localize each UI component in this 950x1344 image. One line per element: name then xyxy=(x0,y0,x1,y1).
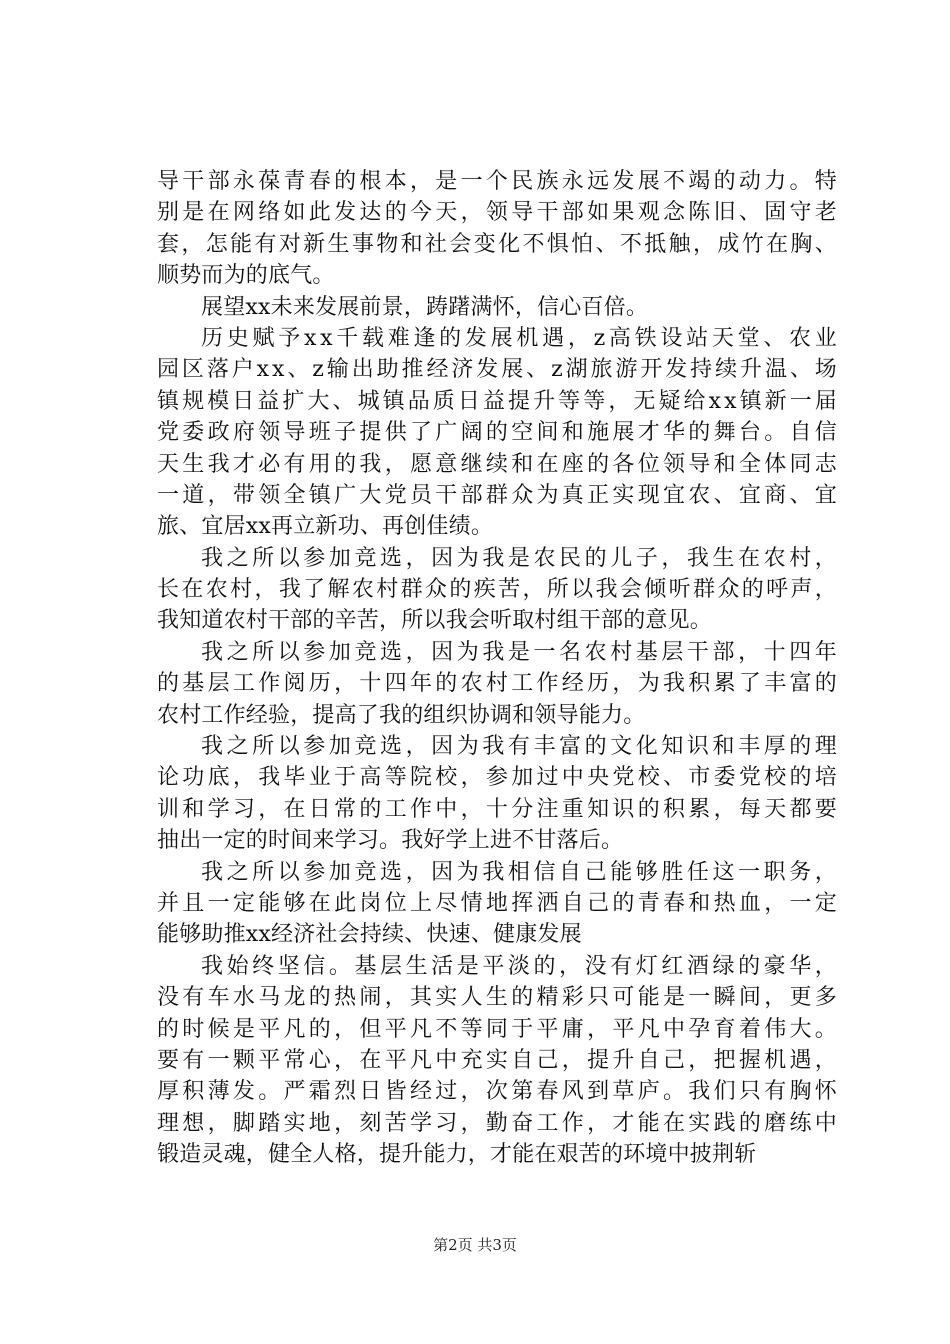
text-line: 我之所以参加竞选，因为我是农民的儿子，我生在农村， xyxy=(201,545,841,571)
text-line: 锻造灵魂，健全人格，提升能力，才能在艰苦的环境中披荆斩 xyxy=(157,1142,757,1168)
text-line: 并且一定能够在此岗位上尽情地挥洒自己的青春和热血，一定 xyxy=(157,890,841,916)
text-line: 旅、宜居xx再立新功、再创佳绩。 xyxy=(157,514,494,540)
text-line: 党委政府领导班子提供了广阔的空间和施展才华的舞台。自信 xyxy=(157,420,841,446)
document-body xyxy=(157,166,841,1171)
text-line: 我始终坚信。基层生活是平淡的，没有灯红酒绿的豪华， xyxy=(201,953,841,979)
text-line: 镇规模日益扩大、城镇品质日益提升等等，无疑给xx镇新一届 xyxy=(157,388,840,414)
text-line: 一道，带领全镇广大党员干部群众为真正实现宜农、宜商、宜 xyxy=(157,482,841,508)
text-line: 训和学习，在日常的工作中，十分注重知识的积累，每天都要 xyxy=(157,796,841,822)
text-line: 展望xx未来发展前景，踌躇满怀，信心百倍。 xyxy=(201,294,649,320)
text-line: 理想，脚踏实地，刻苦学习，勤奋工作，才能在实践的磨练中 xyxy=(157,1110,841,1136)
text-line: 顺势而为的底气。 xyxy=(157,263,335,289)
text-line: 的时候是平凡的，但平凡不等同于平庸，平凡中孕育着伟大。 xyxy=(157,1016,841,1042)
text-line: 厚积薄发。严霜烈日皆经过，次第春风到草庐。我们只有胸怀 xyxy=(157,1079,841,1105)
text-line: 园区落户xx、z输出助推经济发展、z湖旅游开发持续升温、场 xyxy=(157,357,840,383)
text-line: 历史赋予xx千载难逢的发展机遇，z高铁设站天堂、农业 xyxy=(201,325,841,351)
text-line: 农村工作经验，提高了我的组织协调和领导能力。 xyxy=(157,702,646,728)
text-line: 我之所以参加竞选，因为我有丰富的文化知识和丰厚的理 xyxy=(201,734,841,760)
text-line: 没有车水马龙的热闹，其实人生的精彩只可能是一瞬间，更多 xyxy=(157,985,841,1011)
text-line: 天生我才必有用的我，愿意继续和在座的各位领导和全体同志 xyxy=(157,451,841,477)
text-line: 套，怎能有对新生事物和社会变化不惧怕、不抵触，成竹在胸、 xyxy=(157,231,840,257)
text-line: 长在农村，我了解农村群众的疾苦，所以我会倾听群众的呼声， xyxy=(157,577,840,603)
text-line: 要有一颗平常心，在平凡中充实自己，提升自己，把握机遇， xyxy=(157,1047,841,1073)
text-line: 我之所以参加竞选，因为我相信自己能够胜任这一职务， xyxy=(201,859,841,885)
text-line: 抽出一定的时间来学习。我好学上进不甘落后。 xyxy=(157,828,624,854)
text-line: 别是在网络如此发达的今天，领导干部如果观念陈旧、固守老 xyxy=(157,200,841,226)
page-footer: 第2页 共3页 xyxy=(433,1236,517,1254)
text-line: 的基层工作阅历，十四年的农村工作经历，为我积累了丰富的 xyxy=(157,671,841,697)
text-line: 我知道农村干部的辛苦，所以我会听取村组干部的意见。 xyxy=(157,608,713,634)
text-line: 能够助推xx经济社会持续、快速、健康发展 xyxy=(157,922,582,948)
text-line: 我之所以参加竞选，因为我是一名农村基层干部，十四年 xyxy=(201,639,841,665)
text-line: 导干部永葆青春的根本，是一个民族永远发展不竭的动力。特 xyxy=(157,169,841,194)
text-line: 论功底，我毕业于高等院校，参加过中央党校、市委党校的培 xyxy=(157,765,841,791)
